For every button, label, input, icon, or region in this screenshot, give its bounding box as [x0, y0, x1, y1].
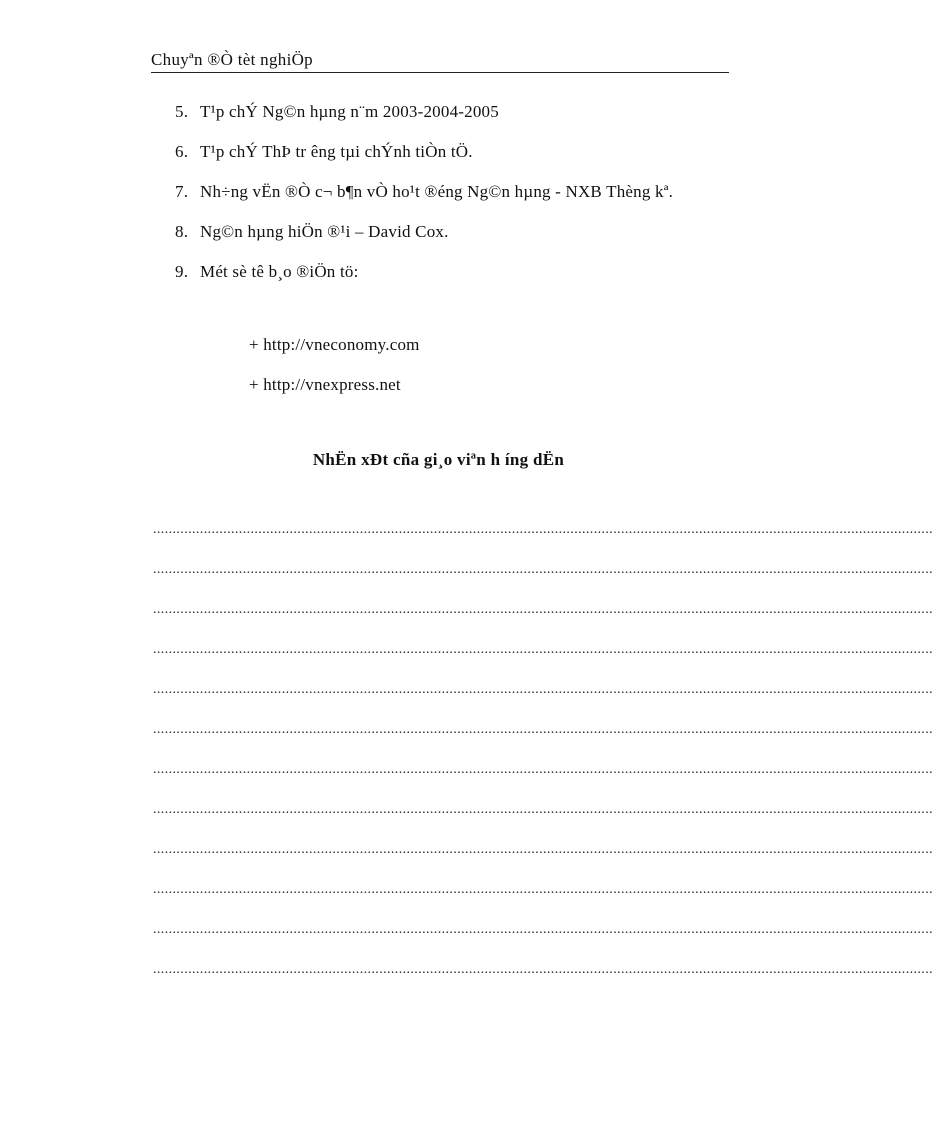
link-vnexpress[interactable]: + http://vnexpress.net: [249, 375, 401, 394]
comment-line: ........................................................................................................................................................................................................: [153, 642, 933, 657]
list-item: [175, 256, 715, 288]
website-links: [249, 329, 420, 409]
comment-section-title: NhËn xÐt cña gi¸o viªn h íng dËn: [312, 450, 565, 469]
item-text: T¹p chÝ ThÞ tr êng tµi chÝnh tiÒn tÖ.: [200, 142, 473, 161]
comment-line: ........................................................................................................................................................................................................: [153, 522, 933, 537]
item-text: Ng©n hµng hiÖn ®¹i – David Cox.: [200, 222, 449, 241]
comment-line: ........................................................................................................................................................................................................: [153, 722, 933, 737]
list-item: [175, 96, 715, 128]
header-title: Chuyªn ®Ò tèt nghiÖp: [151, 50, 313, 69]
comment-line: ........................................................................................................................................................................................................: [153, 882, 933, 897]
page-header: [151, 50, 729, 73]
comment-line: ........................................................................................................................................................................................................: [153, 842, 933, 857]
item-number: 9.: [175, 262, 189, 281]
list-item: [175, 136, 715, 168]
item-number: 5.: [175, 102, 189, 121]
comment-line: ........................................................................................................................................................................................................: [153, 682, 933, 697]
comment-line: ........................................................................................................................................................................................................: [153, 962, 933, 977]
item-number: 6.: [175, 142, 189, 161]
comment-line: ........................................................................................................................................................................................................: [153, 602, 933, 617]
reference-list: [175, 96, 715, 296]
list-item: [175, 176, 715, 208]
comment-line: ........................................................................................................................................................................................................: [153, 922, 933, 937]
comment-lines: [153, 522, 933, 1002]
comment-line: ........................................................................................................................................................................................................: [153, 562, 933, 577]
item-number: 8.: [175, 222, 189, 241]
comment-line: ........................................................................................................................................................................................................: [153, 802, 933, 817]
comment-line: ........................................................................................................................................................................................................: [153, 762, 933, 777]
item-text: Nh÷ng vËn ®Ò c¬ b¶n vÒ ho¹t ®éng Ng©n hµng - NXB Thèng kª.: [200, 182, 674, 201]
link-vneconomy[interactable]: + http://vneconomy.com: [249, 335, 420, 354]
item-text: Mét sè tê b¸o ®iÖn tö:: [200, 262, 359, 281]
item-text: T¹p chÝ Ng©n hµng n¨m 2003-2004-2005: [200, 102, 499, 121]
list-item: [175, 216, 715, 248]
item-number: 7.: [175, 182, 189, 201]
